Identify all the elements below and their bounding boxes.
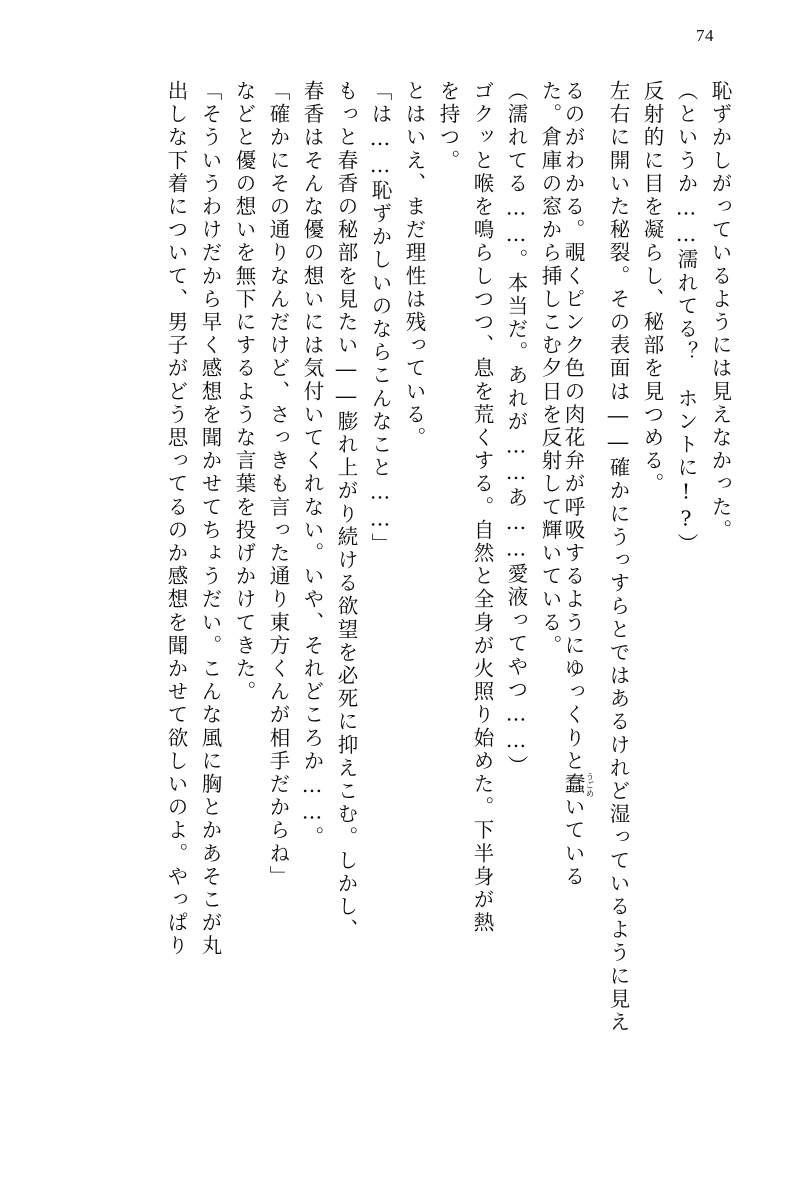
- text-line: 春香はそんな優の想いには気付いてくれない。いや、それどころか……。: [300, 80, 324, 850]
- text-line: などと優の想いを無下にするような言葉を投げかけてきた。: [232, 80, 256, 704]
- text-line: 「は……恥ずかしいのならこんなこと……」: [368, 80, 392, 556]
- text-line: 恥ずかしがっているようには見えなかった。: [708, 80, 732, 542]
- text-line: を持つ。: [436, 80, 460, 173]
- ruby-reading: うごめ: [584, 771, 594, 798]
- text-line-with-ruby: るのがわかる。覗くピンク色の肉花弁が呼吸するようにゆっくりと蠢 うごめいている: [561, 80, 594, 889]
- page-number: 74: [696, 26, 714, 45]
- text-line: とはいえ、まだ理性は残っている。: [402, 80, 426, 450]
- text-line: もっと春香の秘部を見たい――膨れ上がり続ける欲望を必死に抑えこむ。しかし、: [334, 80, 358, 942]
- text-line: 反射的に目を凝らし、秘部を見つめる。: [640, 80, 664, 496]
- text-line: 「確かにその通りなんだけど、さっきも言った通り東方くんが相手だからね」: [266, 80, 290, 889]
- text-line: （濡れてる……。本当だ。あれが……あ……愛液ってやつ……）: [504, 80, 528, 778]
- text-line: 出しな下着について、男子がどう思ってるのか感想を聞かせて欲しいのよ。やっぱり: [164, 80, 188, 958]
- ruby-base: 蠢 うごめ: [561, 771, 594, 798]
- vertical-text-body: [52, 80, 730, 1170]
- text-line: 「そういうわけだから早く感想を聞かせてちょうだい。こんな風に胸とかあそこが丸: [198, 80, 222, 958]
- text-line: （というか……濡れてる？ ホントに!?）: [674, 80, 698, 556]
- text-line: た。倉庫の窓から挿しこむ夕日を反射して輝いている。: [538, 80, 562, 658]
- text-line: 左右に開いた秘裂。その表面は――確かにうっすらとではあるけれど湿っているように見え: [606, 80, 630, 1035]
- text-line: ゴクッと喉を鳴らしつつ、息を荒くする。自然と全身が火照り始めた。下半身が熱: [470, 80, 494, 935]
